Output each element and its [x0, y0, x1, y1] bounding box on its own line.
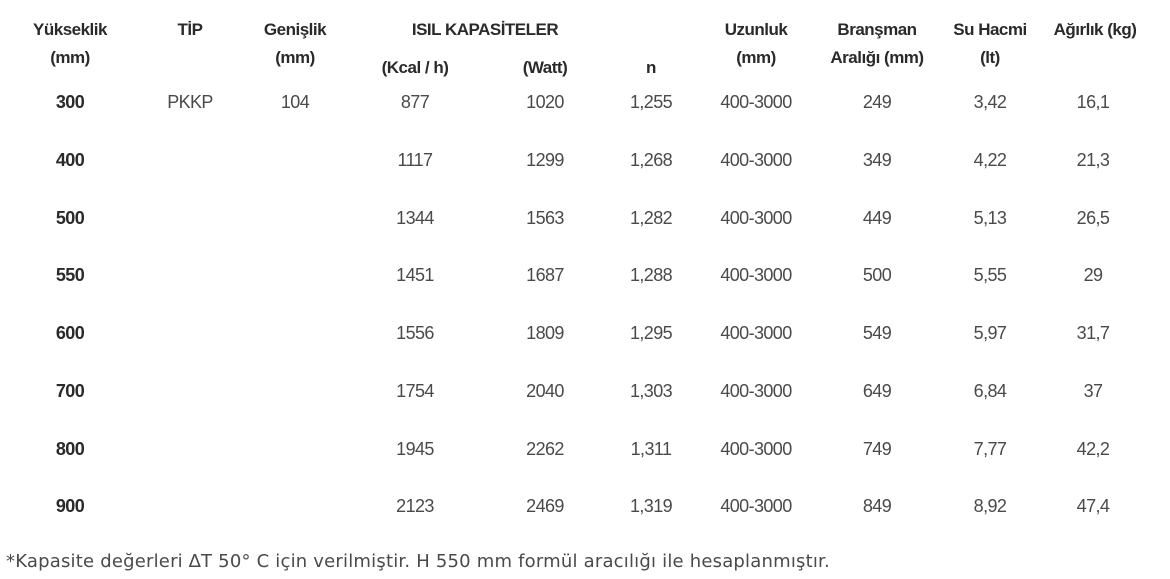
cell-bransman: 449 [862, 208, 892, 228]
header-su-hacmi: Su Hacmi (lt) [953, 20, 1027, 67]
cell-watt: 1809 [526, 323, 564, 343]
cell-su-hacmi: 5,55 [973, 265, 1007, 285]
header-agirlik: Ağırlık (kg) [1053, 20, 1137, 39]
cell-kcal: 877 [400, 92, 430, 112]
cell-agirlik: 47,4 [1076, 496, 1110, 516]
cell-uzunluk: 400-3000 [720, 150, 792, 170]
cell-yukseklik: 700 [55, 381, 85, 401]
cell-yukseklik: 550 [55, 265, 85, 285]
cell-watt: 2262 [526, 439, 564, 459]
cell-uzunluk: 400-3000 [720, 381, 792, 401]
cell-watt: 1020 [526, 92, 564, 112]
cell-su-hacmi: 3,42 [973, 92, 1007, 112]
cell-bransman: 749 [862, 439, 892, 459]
cell-uzunluk: 400-3000 [720, 208, 792, 228]
cell-kcal: 1451 [396, 265, 434, 285]
header-watt: (Watt) [522, 58, 568, 77]
cell-su-hacmi: 5,13 [973, 208, 1007, 228]
cell-agirlik: 29 [1083, 265, 1103, 285]
cell-n: 1,255 [629, 92, 673, 112]
cell-su-hacmi: 7,77 [973, 439, 1007, 459]
cell-bransman: 549 [862, 323, 892, 343]
cell-kcal: 1945 [396, 439, 434, 459]
cell-bransman: 649 [862, 381, 892, 401]
cell-uzunluk: 400-3000 [720, 496, 792, 516]
cell-yukseklik: 400 [55, 150, 85, 170]
cell-tip: PKKP [167, 92, 213, 112]
cell-agirlik: 16,1 [1076, 92, 1110, 112]
cell-agirlik: 31,7 [1076, 323, 1110, 343]
cell-uzunluk: 400-3000 [720, 439, 792, 459]
header-n: n [646, 58, 656, 77]
header-tip: TİP [177, 20, 203, 39]
cell-n: 1,295 [629, 323, 673, 343]
cell-agirlik: 21,3 [1076, 150, 1110, 170]
cell-n: 1,282 [629, 208, 673, 228]
cell-kcal: 1556 [396, 323, 434, 343]
cell-kcal: 1344 [396, 208, 434, 228]
cell-kcal: 1117 [397, 150, 433, 170]
cell-n: 1,288 [629, 265, 673, 285]
cell-watt: 1299 [526, 150, 564, 170]
header-genislik: Genişlik (mm) [263, 20, 327, 67]
cell-n: 1,319 [629, 496, 673, 516]
cell-bransman: 849 [862, 496, 892, 516]
cell-bransman: 349 [862, 150, 892, 170]
cell-su-hacmi: 4,22 [973, 150, 1007, 170]
cell-watt: 2469 [526, 496, 564, 516]
cell-genislik: 104 [280, 92, 310, 112]
header-uzunluk: Uzunluk (mm) [724, 20, 788, 67]
capacity-footnote: *Kapasite değerleri ∆T 50° C için verilmiştir. H 550 mm formül aracılığı ile hesaplanmıştır. [6, 551, 830, 572]
cell-kcal: 2123 [396, 496, 434, 516]
cell-bransman: 500 [862, 265, 892, 285]
cell-yukseklik: 900 [55, 496, 85, 516]
cell-su-hacmi: 5,97 [973, 323, 1007, 343]
cell-su-hacmi: 8,92 [973, 496, 1007, 516]
cell-watt: 1687 [526, 265, 564, 285]
header-bransman: Branşman Aralığı (mm) [830, 20, 924, 67]
header-kcal: (Kcal / h) [381, 58, 449, 77]
cell-yukseklik: 600 [55, 323, 85, 343]
header-yukseklik: Yükseklik (mm) [33, 20, 107, 67]
cell-n: 1,311 [630, 439, 672, 459]
cell-watt: 1563 [526, 208, 564, 228]
cell-su-hacmi: 6,84 [973, 381, 1007, 401]
cell-uzunluk: 400-3000 [720, 265, 792, 285]
cell-kcal: 1754 [396, 381, 434, 401]
cell-watt: 2040 [526, 381, 564, 401]
cell-n: 1,268 [629, 150, 673, 170]
cell-uzunluk: 400-3000 [720, 92, 792, 112]
cell-n: 1,303 [629, 381, 673, 401]
cell-yukseklik: 300 [55, 92, 85, 112]
cell-uzunluk: 400-3000 [720, 323, 792, 343]
cell-agirlik: 37 [1083, 381, 1103, 401]
cell-agirlik: 26,5 [1076, 208, 1110, 228]
cell-agirlik: 42,2 [1076, 439, 1110, 459]
cell-bransman: 249 [862, 92, 892, 112]
cell-yukseklik: 500 [55, 208, 85, 228]
header-isil-kapasiteler: ISIL KAPASİTELER [411, 20, 559, 39]
cell-yukseklik: 800 [55, 439, 85, 459]
